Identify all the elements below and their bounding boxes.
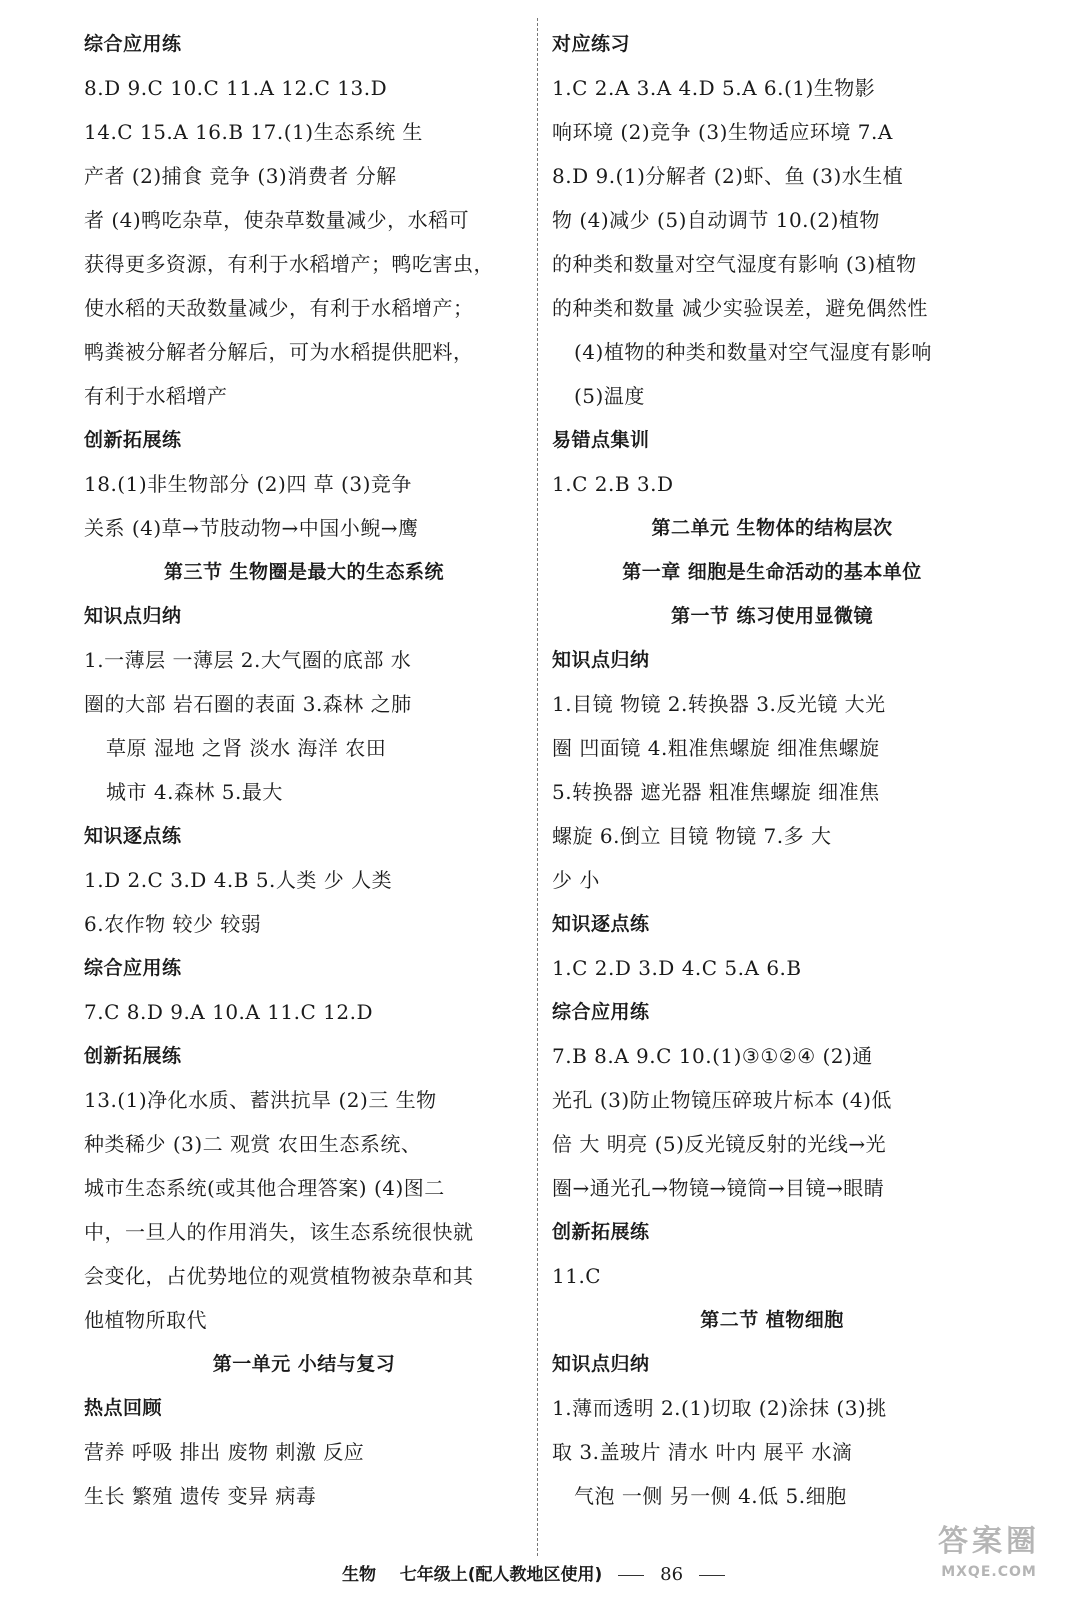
right-section-heading: 第一章 细胞是生命活动的基本单位 bbox=[622, 561, 922, 583]
left-answer-line: 13.(1)净化水质、蓄洪抗旱 (2)三 生物 bbox=[84, 1088, 437, 1112]
left-answer-line: 城市 4.森林 5.最大 bbox=[106, 780, 283, 804]
right-section-label: 易错点集训 bbox=[552, 429, 650, 451]
right-section-label: 知识点归纳 bbox=[552, 1353, 650, 1375]
right-column bbox=[552, 22, 992, 1518]
right-section-heading: 第二节 植物细胞 bbox=[700, 1309, 844, 1331]
right-answer-line: 11.C bbox=[552, 1264, 602, 1288]
left-section-label: 创新拓展练 bbox=[84, 429, 182, 451]
left-answer-line: 8.D 9.C 10.C 11.A 12.C 13.D bbox=[84, 76, 388, 100]
left-section-heading: 第三节 生物圈是最大的生态系统 bbox=[163, 561, 445, 583]
watermark-main-text: 答案圈 bbox=[938, 1524, 1040, 1559]
left-answer-line: 营养 呼吸 排出 废物 刺激 反应 bbox=[84, 1440, 365, 1464]
right-answer-line: 1.C 2.D 3.D 4.C 5.A 6.B bbox=[552, 956, 802, 980]
right-answer-line: (4)植物的种类和数量对空气湿度有影响 bbox=[574, 340, 932, 364]
left-answer-line: 中，一旦人的作用消失，该生态系统很快就 bbox=[84, 1220, 474, 1244]
right-section-heading: 第二单元 生物体的结构层次 bbox=[651, 517, 893, 539]
left-answer-line: 种类稀少 (3)二 观赏 农田生态系统、 bbox=[84, 1132, 422, 1156]
right-answer-line: 螺旋 6.倒立 目镜 物镜 7.多 大 bbox=[552, 824, 832, 848]
left-answer-line: 7.C 8.D 9.A 10.A 11.C 12.D bbox=[84, 1000, 374, 1024]
right-answer-line: 圈 凹面镜 4.粗准焦螺旋 细准焦螺旋 bbox=[552, 736, 880, 760]
watermark-sub-text: MXQE.COM bbox=[941, 1564, 1037, 1580]
right-answer-line: 1.C 2.A 3.A 4.D 5.A 6.(1)生物影 bbox=[552, 76, 876, 100]
right-answer-line: 的种类和数量对空气湿度有影响 (3)植物 bbox=[552, 252, 917, 276]
watermark-logo bbox=[909, 1522, 1069, 1592]
right-answer-line: 1.薄而透明 2.(1)切取 (2)涂抹 (3)挑 bbox=[552, 1396, 887, 1420]
right-answer-line: 7.B 8.A 9.C 10.(1)③①②④ (2)通 bbox=[552, 1044, 873, 1068]
left-answer-line: 有利于水稻增产 bbox=[84, 384, 228, 408]
left-answer-line: 获得更多资源，有利于水稻增产；鸭吃害虫， bbox=[84, 252, 494, 276]
right-section-label: 知识点归纳 bbox=[552, 649, 650, 671]
left-answer-line: 使水稻的天敌数量减少，有利于水稻增产； bbox=[84, 296, 474, 320]
right-answer-line: 少 小 bbox=[552, 868, 600, 892]
left-section-label: 知识点归纳 bbox=[84, 605, 182, 627]
left-answer-line: 生长 繁殖 遗传 变异 病毒 bbox=[84, 1484, 317, 1508]
footer-subject: 生物 bbox=[342, 1565, 377, 1585]
right-section-label: 创新拓展练 bbox=[552, 1221, 650, 1243]
left-answer-line: 1.一薄层 一薄层 2.大气圈的底部 水 bbox=[84, 648, 412, 672]
right-answer-line: (5)温度 bbox=[574, 384, 645, 408]
left-answer-line: 圈的大部 岩石圈的表面 3.森林 之肺 bbox=[84, 692, 412, 716]
right-answer-line: 物 (4)减少 (5)自动调节 10.(2)植物 bbox=[552, 208, 880, 232]
left-answer-line: 他植物所取代 bbox=[84, 1308, 207, 1332]
left-answer-line: 者 (4)鸭吃杂草，使杂草数量减少，水稻可 bbox=[84, 208, 470, 232]
left-section-label: 热点回顾 bbox=[84, 1397, 163, 1419]
left-answer-line: 18.(1)非生物部分 (2)四 草 (3)竞争 bbox=[84, 472, 412, 496]
left-column bbox=[84, 22, 524, 1518]
right-answer-line: 取 3.盖玻片 清水 叶内 展平 水滴 bbox=[552, 1440, 853, 1464]
right-answer-line: 的种类和数量 减少实验误差，避免偶然性 bbox=[552, 296, 928, 320]
right-answer-line: 圈→通光孔→物镜→镜筒→目镜→眼睛 bbox=[552, 1176, 885, 1200]
left-section-label: 综合应用练 bbox=[84, 957, 182, 979]
left-answer-line: 1.D 2.C 3.D 4.B 5.人类 少 人类 bbox=[84, 868, 393, 892]
footer-dash-right bbox=[699, 1575, 725, 1576]
right-answer-line: 1.目镜 物镜 2.转换器 3.反光镜 大光 bbox=[552, 692, 886, 716]
right-answer-line: 1.C 2.B 3.D bbox=[552, 472, 674, 496]
right-answer-line: 倍 大 明亮 (5)反光镜反射的光线→光 bbox=[552, 1132, 887, 1156]
page-number: 86 bbox=[660, 1564, 684, 1585]
left-answer-line: 会变化，占优势地位的观赏植物被杂草和其 bbox=[84, 1264, 474, 1288]
right-answer-line: 气泡 一侧 另一侧 4.低 5.细胞 bbox=[574, 1484, 847, 1508]
right-section-label: 对应练习 bbox=[552, 33, 631, 55]
left-section-label: 知识逐点练 bbox=[84, 825, 182, 847]
right-section-label: 综合应用练 bbox=[552, 1001, 650, 1023]
column-divider bbox=[537, 18, 538, 1556]
right-answer-line: 5.转换器 遮光器 粗准焦螺旋 细准焦 bbox=[552, 780, 880, 804]
left-answer-line: 14.C 15.A 16.B 17.(1)生态系统 生 bbox=[84, 120, 423, 144]
left-answer-line: 城市生态系统(或其他合理答案) (4)图二 bbox=[84, 1176, 445, 1200]
left-answer-line: 6.农作物 较少 较弱 bbox=[84, 912, 262, 936]
footer-grade: 七年级上(配人教地区使用) bbox=[399, 1565, 603, 1585]
left-section-label: 综合应用练 bbox=[84, 33, 182, 55]
right-section-heading: 第一节 练习使用显微镜 bbox=[670, 605, 874, 627]
left-answer-line: 鸭粪被分解者分解后，可为水稻提供肥料， bbox=[84, 340, 474, 364]
left-answer-line: 关系 (4)草→节肢动物→中国小鲵→鹰 bbox=[84, 516, 419, 540]
left-answer-line: 草原 湿地 之肾 淡水 海洋 农田 bbox=[106, 736, 387, 760]
left-section-label: 创新拓展练 bbox=[84, 1045, 182, 1067]
right-answer-line: 光孔 (3)防止物镜压碎玻片标本 (4)低 bbox=[552, 1088, 892, 1112]
right-answer-line: 响环境 (2)竞争 (3)生物适应环境 7.A bbox=[552, 120, 893, 144]
footer-dash-left bbox=[618, 1575, 644, 1576]
right-section-label: 知识逐点练 bbox=[552, 913, 650, 935]
right-answer-line: 8.D 9.(1)分解者 (2)虾、鱼 (3)水生植 bbox=[552, 164, 904, 188]
left-answer-line: 产者 (2)捕食 竞争 (3)消费者 分解 bbox=[84, 164, 397, 188]
left-section-heading: 第一单元 小结与复习 bbox=[212, 1353, 396, 1375]
